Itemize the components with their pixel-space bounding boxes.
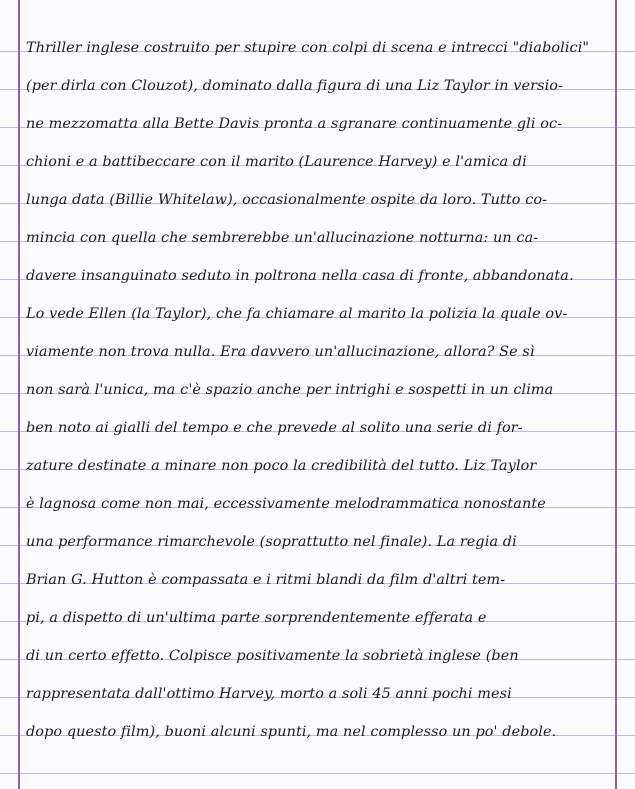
text-line: è lagnosa come non mai, eccessivamente melodrammatica nonostante [26,496,546,512]
text-line: pi, a dispetto di un'ultima parte sorprendentemente efferata e [26,610,487,626]
text-line: viamente non trova nulla. Era davvero un'allucinazione, allora? Se sì [26,344,535,360]
text-line: (per dirla con Clouzot), dominato dalla figura di una Liz Taylor in versio- [26,78,564,94]
text-line: dopo questo film), buoni alcuni spunti, ma nel complesso un po' debole. [26,724,557,740]
text-line: rappresentata dall'ottimo Harvey, morto a soli 45 anni pochi mesi [26,686,512,702]
text-line: Thriller inglese costruito per stupire con colpi di scena e intrecci "diabolici" [26,40,590,56]
text-line: una performance rimarchevole (soprattutto nel finale). La regia di [26,534,517,550]
handwritten-text [26,29,612,751]
text-line: Lo vede Ellen (la Taylor), che fa chiamare al marito la polizia la quale ov- [26,306,568,322]
text-line: davere insanguinato seduto in poltrona nella casa di fronte, abbandonata. [26,268,574,284]
text-line: mincia con quella che sembrerebbe un'allucinazione notturna: un ca- [26,230,539,246]
text-line: chioni e a battibeccare con il marito (Laurence Harvey) e l'amica di [26,154,527,170]
text-line: Brian G. Hutton è compassata e i ritmi blandi da film d'altri tem- [26,572,506,588]
left-margin-line [18,0,20,789]
text-line: non sarà l'unica, ma c'è spazio anche per intrighi e sospetti in un clima [26,382,554,398]
text-line: ne mezzomatta alla Bette Davis pronta a sgranare continuamente gli oc- [26,116,563,132]
text-line: zature destinate a minare non poco la credibilità del tutto. Liz Taylor [26,458,537,474]
text-line: di un certo effetto. Colpisce positivamente la sobrietà inglese (ben [26,648,519,664]
text-line: ben noto ai gialli del tempo e che prevede al solito una serie di for- [26,420,523,436]
text-line: lunga data (Billie Whitelaw), occasionalmente ospite da loro. Tutto co- [26,192,548,208]
right-margin-line [615,0,617,789]
